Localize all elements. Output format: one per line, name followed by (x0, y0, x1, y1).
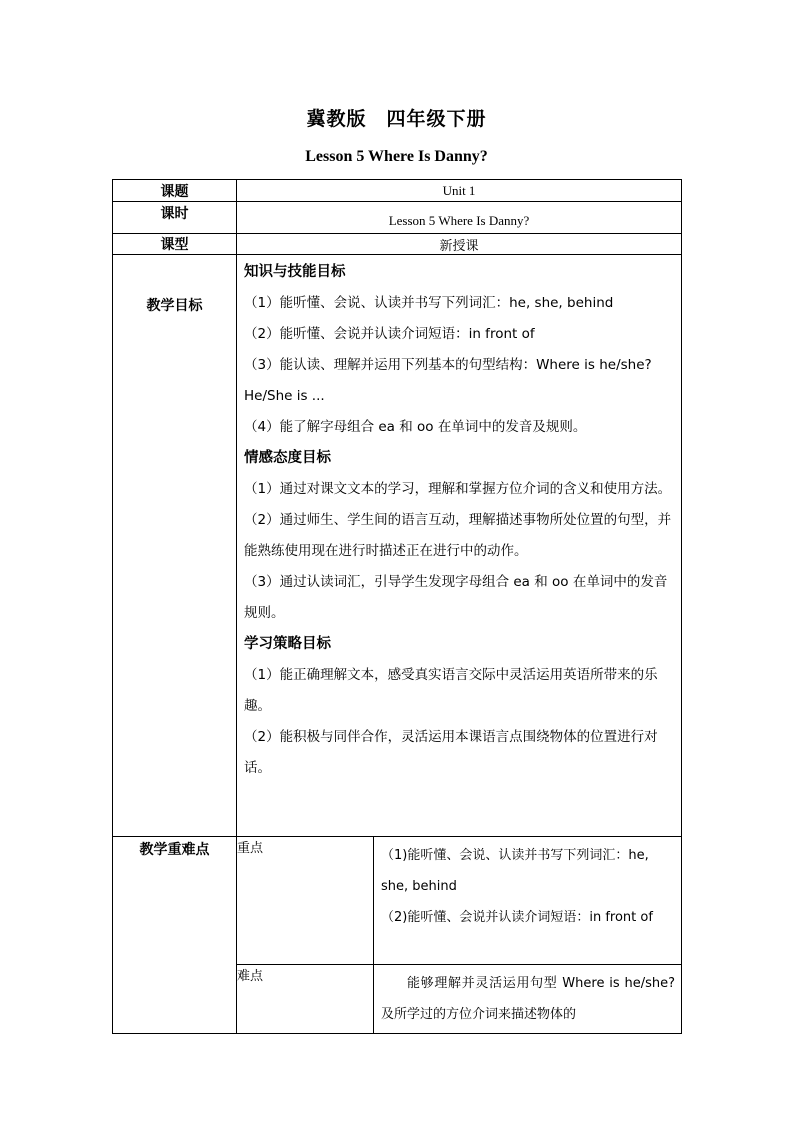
topic-label: 课题 (113, 180, 237, 202)
emotion-heading: 情感态度目标 (244, 450, 331, 466)
type-label: 课型 (113, 234, 237, 255)
type-value: 新授课 (237, 234, 682, 255)
key-item: （1)能听懂、会说、认读并书写下列词汇：he, she, behind (381, 848, 649, 894)
period-value: Lesson 5 Where Is Danny? (237, 202, 682, 234)
key-points-label: 教学重难点 (113, 837, 237, 1034)
period-label: 课时 (113, 202, 237, 234)
strategy-item: （1）能正确理解文本，感受真实语言交际中灵活运用英语所带来的乐趣。 (244, 667, 658, 714)
objectives-label: 教学目标 (113, 255, 237, 837)
lesson-subtitle: Lesson 5 Where Is Danny? (305, 148, 488, 165)
topic-value: Unit 1 (237, 180, 682, 202)
period-row (113, 202, 682, 234)
emotion-item: （2）通过师生、学生间的语言互动，理解描述事物所处位置的句型，并能熟练使用现在进行时描述正在进行中的动作。 (244, 512, 672, 559)
difficult-text: 能够理解并灵活运用句型 Where is he/she?及所学过的方位介词来描述物体的 (381, 976, 675, 1022)
key-point-row (113, 837, 682, 965)
page-title: 冀教版 四年级下册 (306, 108, 487, 130)
difficult-label: 难点 (237, 965, 374, 1034)
knowledge-item: （2）能听懂、会说并认读介词短语：in front of (244, 326, 535, 342)
knowledge-item: （3）能认读、理解并运用下列基本的句型结构：Where is he/she? He/She is ... (244, 357, 652, 404)
objectives-row (113, 255, 682, 837)
knowledge-item: （4）能了解字母组合 ea 和 oo 在单词中的发音及规则。 (244, 419, 587, 435)
emotion-item: （3）通过认读词汇，引导学生发现字母组合 ea 和 oo 在单词中的发音规则。 (244, 574, 668, 621)
key-content (374, 837, 682, 965)
difficult-content (374, 965, 682, 1034)
emotion-item: （1）通过对课文文本的学习，理解和掌握方位介词的含义和使用方法。 (244, 481, 672, 497)
type-row (113, 234, 682, 255)
strategy-heading: 学习策略目标 (244, 636, 331, 652)
key-label: 重点 (237, 837, 374, 965)
topic-row (113, 180, 682, 202)
lesson-plan-table (112, 179, 682, 1034)
knowledge-item: （1）能听懂、会说、认读并书写下列词汇：he, she, behind (244, 295, 614, 311)
objectives-content (237, 255, 682, 837)
knowledge-heading: 知识与技能目标 (244, 264, 346, 280)
key-item: （2)能听懂、会说并认读介词短语：in front of (381, 910, 653, 925)
strategy-item: （2）能积极与同伴合作，灵活运用本课语言点围绕物体的位置进行对话。 (244, 729, 658, 776)
